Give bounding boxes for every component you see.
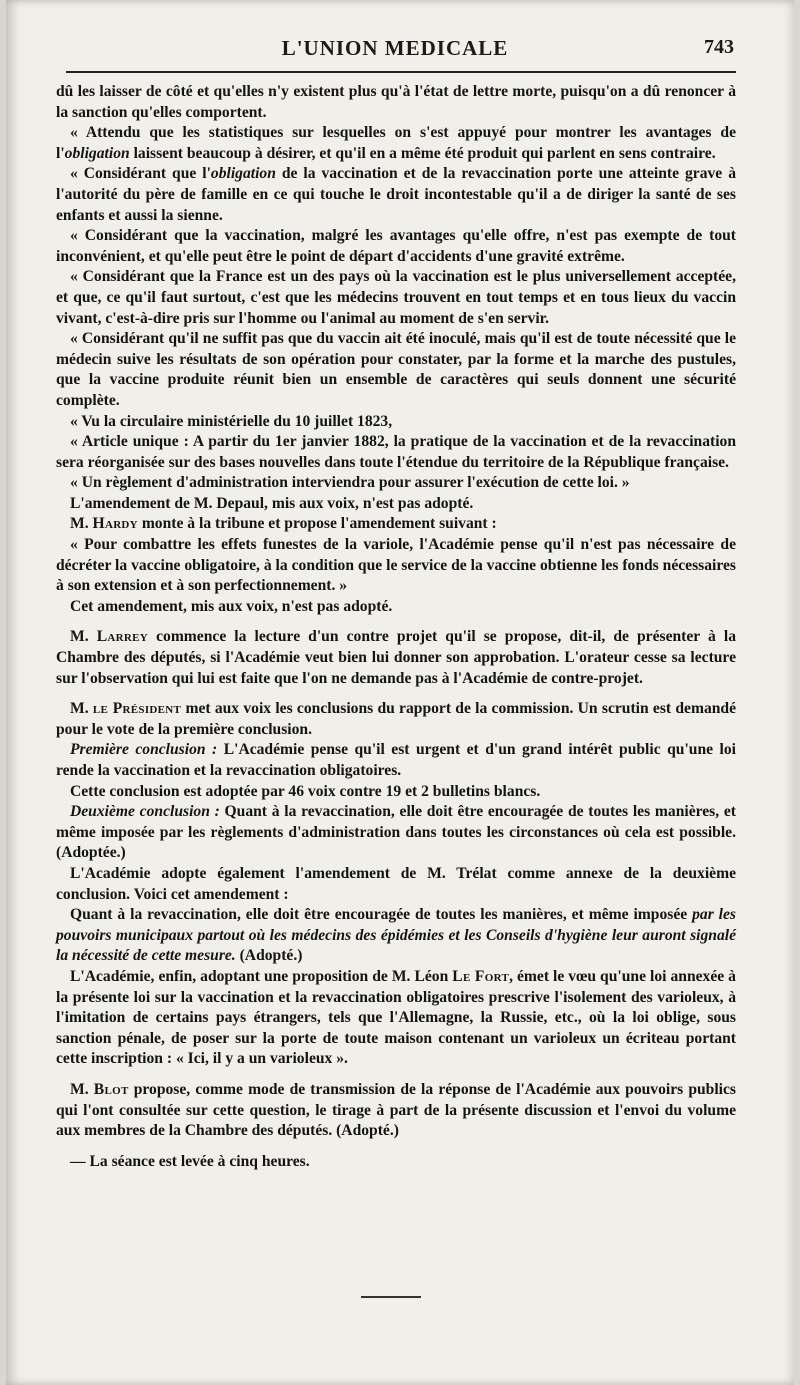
speaker-name: Le Fort bbox=[452, 967, 510, 985]
italic-term: Première conclusion : bbox=[70, 741, 218, 759]
paragraph: « Un règlement d'administration interviendra pour assurer l'exécution de cette loi. » bbox=[70, 474, 630, 492]
paragraph bbox=[56, 627, 736, 689]
text-run: Quant à la revaccination, elle doit être encouragée de toutes les manières, et même imposée bbox=[70, 906, 693, 924]
speaker-name: Hardy bbox=[92, 515, 138, 533]
italic-term: par les pouvoirs municipaux partout où les médecins des épidémies et les Conseils d'hygiène leur auront signalé la nécessité de cette mesure. bbox=[56, 906, 737, 965]
text-run: de la vaccination et de la revaccination porte une atteinte grave à l'autorité du père de famille en ce qui touche le droit incontestable qu'il a de diriger la santé de ses enfants et aussi la sienne. bbox=[56, 165, 736, 224]
text-run: « Considérant que l' bbox=[70, 165, 211, 183]
text-run: M. bbox=[70, 628, 97, 646]
speaker-name: Blot bbox=[93, 1080, 129, 1098]
paragraph: dû les laisser de côté et qu'elles n'y existent plus qu'à l'état de lettre morte, puisqu'on a dû renoncer à la sanction qu'elles comportent. bbox=[56, 83, 736, 121]
paragraph: « Considérant qu'il ne suffit pas que du vaccin ait été inoculé, mais qu'il est de toute nécessité que le médecin suive les résultats de son opération pour constater, par la forme et la marche des pustules, que la vaccine produite réunit bien un ensemble de caractères qui seuls donnent une sécurité complète. bbox=[56, 330, 736, 409]
paragraph bbox=[56, 514, 736, 535]
text-run: met aux voix les conclusions du rapport de la commission. Un scrutin est demandé pour le vote de la première conclusion. bbox=[56, 700, 737, 738]
italic-term: obligation bbox=[210, 165, 276, 183]
text-run: M. bbox=[70, 1080, 94, 1098]
paragraph bbox=[56, 802, 736, 864]
text-run: , émet le vœu qu'une loi annexée à la présente loi sur la vaccination et la revaccination obligatoires prescrive l'isolement des varioleux, à l'imitation de certains pays étrangers, tels que l'Allemagne, la Russie, etc., où la loi oblige, sous sanction pénale, de poser sur la porte de toute maison contenant un varioleux un écriteau portant cette inscription : « Ici, il y a un varioleux ». bbox=[56, 967, 736, 1068]
text-run: (Adopté.) bbox=[235, 947, 303, 965]
speaker-name: Larrey bbox=[96, 628, 149, 646]
text-run: L'Académie pense qu'il est urgent et d'un grand intérêt public qu'une loi rende la vaccination et la revaccination obligatoires. bbox=[56, 741, 736, 779]
paragraph bbox=[56, 967, 736, 1070]
running-title: L'UNION MEDICALE bbox=[281, 36, 509, 60]
paragraph: « Article unique : A partir du 1er janvier 1882, la pratique de la vaccination et de la revaccination sera réorganisée sur des bases nouvelles dans toute l'étendue du territoire de la République française. bbox=[56, 433, 736, 471]
paragraph bbox=[56, 1080, 736, 1142]
paragraph bbox=[56, 905, 736, 967]
text-run: propose, comme mode de transmission de la réponse de l'Académie aux pouvoirs publics qui l'ont consultée sur cette question, le tirage à part de la présente discussion et l'envoi du volume aux membres de la Chambre des députés. (Adopté.) bbox=[56, 1080, 737, 1140]
paragraph: « Vu la circulaire ministérielle du 10 juillet 1823, bbox=[70, 412, 393, 430]
end-rule bbox=[361, 1296, 421, 1298]
paragraph: L'amendement de M. Depaul, mis aux voix, n'est pas adopté. bbox=[70, 494, 474, 512]
paragraph: L'Académie adopte également l'amendement de M. Trélat comme annexe de la deuxième conclusion. Voici cet amendement : bbox=[56, 864, 736, 903]
paragraph: « Considérant que la vaccination, malgré les avantages qu'elle offre, n'est pas exempte de tout inconvénient, et qu'elle peut être le point de départ d'accidents d'une gravité extrême. bbox=[56, 227, 736, 265]
text-run: commence la lecture d'un contre projet qu'il se propose, dit-il, de présenter à la Chambre des députés, si l'Académie veut bien lui donner son approbation. L'orateur cesse sa lecture sur l'observation qui lui est faite que l'on ne demande pas à l'Académie de contre-projet. bbox=[56, 628, 737, 687]
text-run: laissent beaucoup à désirer, et qu'il en a même été produit qui parlent en sens contraire. bbox=[129, 144, 716, 162]
page-number: 743 bbox=[704, 36, 734, 58]
paragraph: — La séance est levée à cinq heures. bbox=[70, 1152, 310, 1170]
italic-term: Deuxième conclusion : bbox=[70, 803, 220, 821]
speaker-name: le Président bbox=[92, 700, 182, 718]
page bbox=[6, 0, 794, 1385]
text-run: « Attendu que les statistiques sur lesquelles on s'est appuyé pour montrer les avantages de l' bbox=[56, 124, 736, 162]
paragraph bbox=[56, 699, 736, 740]
paragraph: Cet amendement, mis aux voix, n'est pas adopté. bbox=[70, 597, 393, 615]
paragraph bbox=[56, 740, 736, 781]
paragraph bbox=[56, 123, 736, 164]
text-run: monte à la tribune et propose l'amendement suivant : bbox=[137, 515, 497, 533]
paragraph: « Pour combattre les effets funestes de la variole, l'Académie pense qu'il n'est pas nécessaire de décréter la vaccine obligatoire, à la condition que le service de la vaccine obtienne les fonds nécessaires à son extension et à son perfectionnement. » bbox=[56, 536, 736, 595]
italic-term: obligation bbox=[64, 144, 130, 162]
text-run: M. bbox=[70, 700, 93, 718]
text-run: M. bbox=[70, 515, 93, 533]
page-header bbox=[56, 36, 734, 66]
text-run: L'Académie, enfin, adoptant une proposition de M. Léon bbox=[70, 967, 453, 985]
article-body bbox=[56, 82, 736, 1172]
paragraph: « Considérant que la France est un des pays où la vaccination est le plus universellement acceptée, et que, ce qu'il faut surtout, c'est que les médecins trouvent en tout temps et en tous lieux du vaccin vivant, c'est-à-dire pris sur l'homme ou l'animal au moment de s'en servir. bbox=[56, 268, 736, 327]
header-rule bbox=[66, 71, 736, 73]
paragraph bbox=[56, 164, 736, 226]
paragraph: Cette conclusion est adoptée par 46 voix contre 19 et 2 bulletins blancs. bbox=[70, 782, 541, 800]
text-run: Quant à la revaccination, elle doit être encouragée de toutes les manières, et même imposée par les règlements d'administration dans toutes les circonstances où cela est possible. (Adoptée.) bbox=[56, 803, 736, 862]
